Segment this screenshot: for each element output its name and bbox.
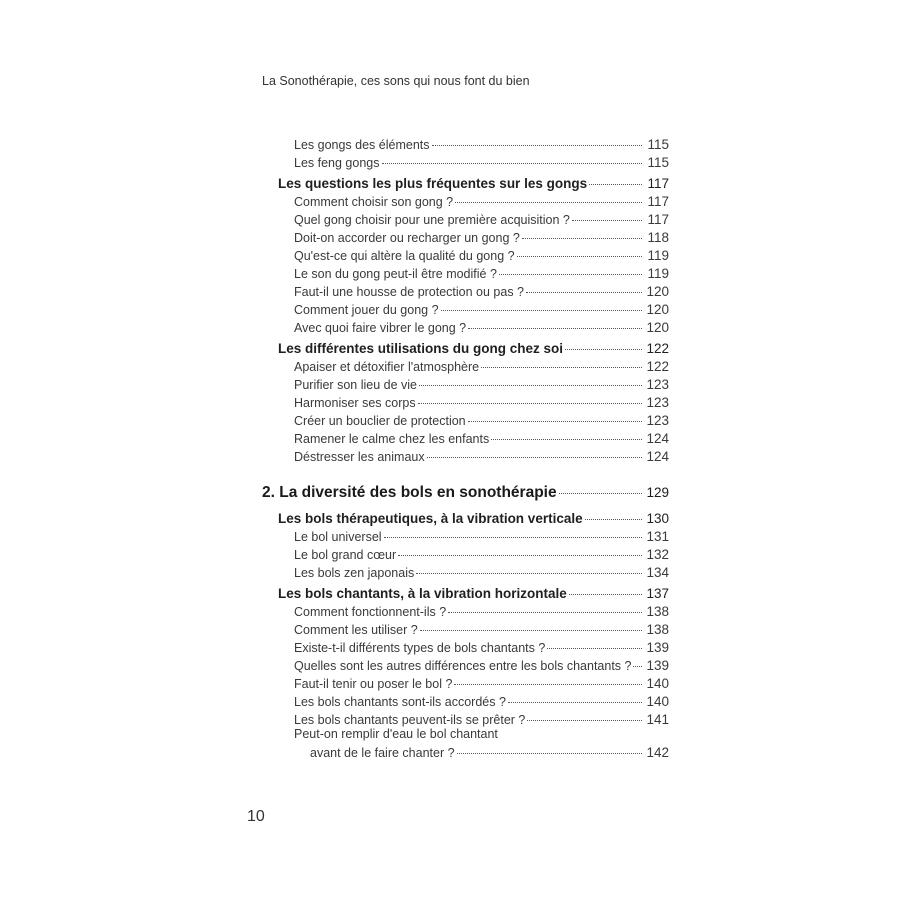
toc-entry (294, 155, 669, 173)
toc-entry (294, 248, 669, 266)
dot-leader (457, 753, 642, 754)
running-header: La Sonothérapie, ces sons qui nous font du bien (262, 74, 530, 88)
toc-entry-page: 120 (646, 302, 669, 317)
toc-section-label: Les questions les plus fréquentes sur les gongs (278, 176, 588, 191)
toc-entry-label: Le bol grand cœur (294, 548, 397, 562)
toc-entry-label: Le son du gong peut-il être modifié ? (294, 267, 497, 281)
toc-entry-page: 122 (646, 359, 669, 374)
dot-leader (441, 310, 642, 311)
toc-entry-label: Quelles sont les autres différences entre les bols chantants ? (294, 659, 632, 673)
dot-leader (481, 367, 642, 368)
toc-entry (294, 377, 669, 395)
toc-entry-page: 123 (646, 377, 669, 392)
toc-section-label: Les bols chantants, à la vibration horizontale (278, 586, 567, 601)
toc-entry-page: 119 (647, 266, 669, 281)
toc-entry (294, 694, 669, 712)
toc-entry-page: 141 (646, 712, 669, 727)
toc-entry-label: Les bols zen japonais (294, 566, 415, 580)
toc-entry-page: 123 (646, 395, 669, 410)
toc-entry-page: 124 (646, 449, 669, 464)
toc-entry-page: 131 (646, 529, 669, 544)
toc-entry-label: Faut-il une housse de protection ou pas ? (294, 285, 525, 299)
dot-leader (382, 163, 643, 164)
dot-leader (384, 537, 642, 538)
toc-entry-page: 138 (646, 604, 669, 619)
toc-entry-label: Qu'est-ce qui altère la qualité du gong ? (294, 249, 515, 263)
toc-entry-label: Harmoniser ses corps (294, 396, 416, 410)
toc-entry-label: Faut-il tenir ou poser le bol ? (294, 677, 453, 691)
toc-entry (294, 431, 669, 449)
toc-entry-page: 123 (646, 413, 669, 428)
dot-leader (589, 184, 642, 185)
toc-section (278, 176, 669, 194)
dot-leader (517, 256, 642, 257)
dot-leader (565, 349, 642, 350)
toc-entry (294, 395, 669, 413)
toc-entry-page: 139 (646, 658, 669, 673)
toc-section-page: 122 (646, 341, 669, 356)
toc-entry-label: Créer un bouclier de protection (294, 414, 466, 428)
dot-leader (420, 630, 642, 631)
toc-entry-label: Purifier son lieu de vie (294, 378, 417, 392)
toc-entry-label: Les feng gongs (294, 156, 380, 170)
toc-entry-page: 117 (647, 194, 669, 209)
toc-entry-page: 120 (646, 284, 669, 299)
toc-entry (294, 565, 669, 583)
toc-entry (294, 529, 669, 547)
toc-entry (294, 212, 669, 230)
toc-entry-page: 115 (647, 155, 669, 170)
toc-entry (294, 622, 669, 640)
toc-entry (294, 676, 669, 694)
toc-entry-page: 142 (646, 745, 669, 760)
toc-entry (294, 266, 669, 284)
toc-entry-label: Comment les utiliser ? (294, 623, 418, 637)
toc-entry (294, 359, 669, 377)
toc-entry-label: avant de le faire chanter ? (310, 746, 455, 760)
dot-leader (454, 684, 642, 685)
toc-entry-page: 117 (647, 212, 669, 227)
dot-leader (633, 666, 642, 667)
toc-entry (294, 658, 669, 676)
toc-entry-label: Les gongs des éléments (294, 138, 430, 152)
page-number: 10 (247, 808, 265, 825)
toc-entry-page: 120 (646, 320, 669, 335)
toc-entry (294, 604, 669, 622)
toc-entry-page: 134 (646, 565, 669, 580)
toc-entry (294, 137, 669, 155)
toc-entry-label-line1: Peut-on remplir d'eau le bol chantant (294, 727, 498, 741)
toc-entry-page: 138 (646, 622, 669, 637)
dot-leader (585, 519, 642, 520)
dot-leader (416, 573, 642, 574)
toc-section-label: Les bols thérapeutiques, à la vibration verticale (278, 511, 583, 526)
toc-entry-label: Quel gong choisir pour une première acquisition ? (294, 213, 570, 227)
dot-leader (427, 457, 642, 458)
toc-entry (294, 547, 669, 565)
toc-entry-page: 140 (646, 676, 669, 691)
toc-entry-label: Comment choisir son gong ? (294, 195, 454, 209)
dot-leader (499, 274, 642, 275)
dot-leader (491, 439, 642, 440)
toc-chapter-page: 129 (646, 485, 669, 500)
toc-entry-label: Apaiser et détoxifier l'atmosphère (294, 360, 480, 374)
toc-entry-label: Le bol universel (294, 530, 382, 544)
toc-entry-label: Déstresser les animaux (294, 450, 425, 464)
dot-leader (559, 493, 642, 494)
dot-leader (468, 421, 642, 422)
toc-entry-page: 118 (647, 230, 669, 245)
dot-leader (522, 238, 642, 239)
toc-entry (294, 413, 669, 431)
toc-entry-page: 139 (646, 640, 669, 655)
dot-leader (418, 403, 642, 404)
toc-entry-page: 119 (647, 248, 669, 263)
toc-entry (294, 194, 669, 212)
dot-leader (419, 385, 642, 386)
toc-entry (294, 449, 669, 467)
toc-entry-label: Existe-t-il différents types de bols chantants ? (294, 641, 546, 655)
toc-entry (294, 302, 669, 320)
toc-section-page: 117 (647, 176, 669, 191)
toc-entry (294, 230, 669, 248)
toc-section (278, 341, 669, 359)
dot-leader (448, 612, 642, 613)
dot-leader (432, 145, 642, 146)
toc-entry (294, 320, 669, 338)
toc-entry-page: 124 (646, 431, 669, 446)
toc-entry (294, 284, 669, 302)
dot-leader (508, 702, 642, 703)
dot-leader (569, 594, 642, 595)
toc-entry-page: 115 (647, 137, 669, 152)
toc-entry (310, 745, 669, 763)
dot-leader (547, 648, 642, 649)
toc-section-page: 137 (646, 586, 669, 601)
toc-section-label: Les différentes utilisations du gong chez soi (278, 341, 564, 356)
toc-entry (294, 640, 669, 658)
dot-leader (527, 720, 642, 721)
dot-leader (398, 555, 642, 556)
toc-section (278, 586, 669, 604)
toc-entry-page: 132 (646, 547, 669, 562)
toc-entry-label: Ramener le calme chez les enfants (294, 432, 490, 446)
toc-entry-label: Les bols chantants peuvent-ils se prêter ? (294, 713, 526, 727)
toc-entry-label: Comment fonctionnent-ils ? (294, 605, 447, 619)
toc-section-page: 130 (646, 511, 669, 526)
dot-leader (526, 292, 642, 293)
toc-chapter (262, 484, 669, 504)
toc-entry-page: 140 (646, 694, 669, 709)
toc-entry-label: Comment jouer du gong ? (294, 303, 439, 317)
dot-leader (455, 202, 642, 203)
toc-entry-label: Doit-on accorder ou recharger un gong ? (294, 231, 520, 245)
toc-chapter-label: 2. La diversité des bols en sonothérapie (262, 484, 557, 501)
dot-leader (572, 220, 642, 221)
toc-section (278, 511, 669, 529)
toc-entry-label: Avec quoi faire vibrer le gong ? (294, 321, 467, 335)
toc-entry-label: Les bols chantants sont-ils accordés ? (294, 695, 506, 709)
dot-leader (468, 328, 642, 329)
